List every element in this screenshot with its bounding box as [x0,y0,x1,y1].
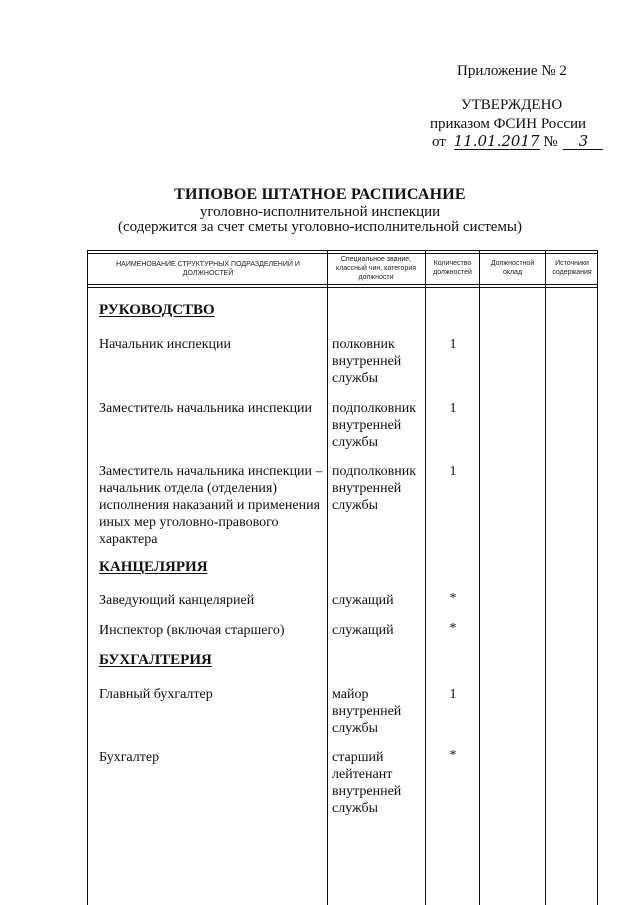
post-quantity: 1 [449,337,457,352]
col-line-2 [425,250,426,905]
staffing-table [87,250,598,905]
post-rank: служащий [332,623,394,638]
post-name: Инспектор (включая старшего) [99,623,285,638]
number-label: № [543,134,558,150]
header-bottom-rule-inner [87,287,598,288]
table-top-rule-inner [87,253,598,254]
header-bottom-rule [87,284,598,285]
section-title: КАНЦЕЛЯРИЯ [99,559,208,575]
document-subtitle: уголовно-исполнительной инспекции [199,204,441,220]
post-name: Главный бухгалтер [99,687,213,702]
post-name: Бухгалтер [99,750,160,765]
order-number: 3 [563,134,603,150]
col-line-4 [545,250,546,905]
col-line-1 [327,250,328,905]
post-quantity: * [449,748,457,763]
post-quantity: 1 [449,401,457,416]
post-rank: старший лейтенант внутренней службы [332,750,402,816]
order-reference: приказом ФСИН России [430,116,587,132]
col-header-name: НАИМЕНОВАНИЕ СТРУКТУРНЫХ ПОДРАЗДЕЛЕНИЙ И ДОЛЖНОСТЕЙ [116,261,300,277]
appendix-label: Приложение № 2 [457,63,567,79]
post-name: Заместитель начальника инспекции – начальник отдела (отделения) исполнения наказаний и применения иных мер уголовно-правового характера [99,464,323,547]
col-header-rank: Специальное звание, классный чин, категория должности [335,256,417,281]
order-date: 11.01.2017 [453,132,540,150]
document-title: ТИПОВОЕ ШТАТНОЕ РАСПИСАНИЕ [174,186,466,203]
col-header-qty: Количество должностей [433,260,472,276]
col-line-3 [479,250,480,905]
order-dateline [432,133,603,151]
section-title: РУКОВОДСТВО [99,302,215,318]
col-line-right [597,250,598,905]
document-funding-note: (содержится за счет сметы уголовно-исполнительной системы) [117,219,523,235]
post-quantity: 1 [449,687,457,702]
post-name: Заведующий канцелярией [99,593,255,608]
date-prefix: от [432,134,446,150]
post-rank: полковник внутренней службы [332,337,402,386]
approved-stamp: УТВЕРЖДЕНО [461,97,563,113]
post-quantity: * [449,591,457,606]
post-name: Начальник инспекции [99,337,231,352]
table-top-rule [87,250,598,251]
post-name: Заместитель начальника инспекции [99,401,313,416]
post-rank: подполковник внутренней службы [332,401,416,450]
post-rank: майор внутренней службы [332,687,402,736]
col-line-left [87,250,88,905]
col-header-salary: Должностной оклад [490,260,535,276]
col-header-source: Источники содержания [552,260,592,276]
post-rank: подполковник внутренней службы [332,464,416,513]
post-quantity: 1 [449,464,457,479]
section-title: БУХГАЛТЕРИЯ [99,652,212,668]
post-quantity: * [449,621,457,636]
post-rank: служащий [332,593,394,608]
